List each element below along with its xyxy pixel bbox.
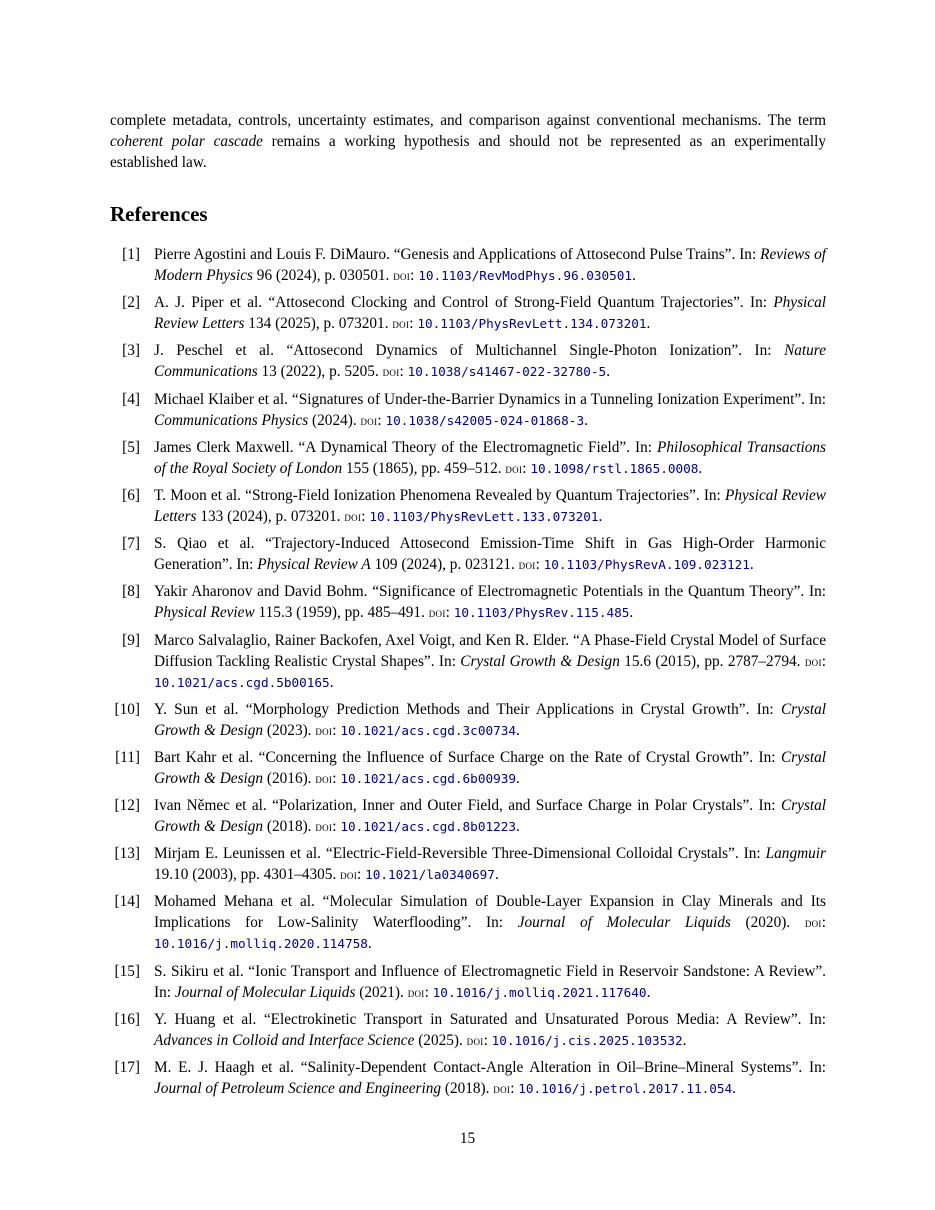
reference-details: (2018). [263,818,316,836]
reference-item: [7] S. Qiao et al. “Trajectory-Induced Attosecond Emission-Time Shift in Gas High-Order Harmonic Generation”. In: Physical Review A 109 (2024), p. 023121. doi: 10.1103/PhysRevA.109.023121. [110,533,826,575]
reference-journal: Physical Review [154,604,255,622]
doi-label: doi [392,316,410,332]
reference-item: [3] J. Peschel et al. “Attosecond Dynamics of Multichannel Single-Photon Ionization”. In: Nature Communications 13 (2022), p. 5205. doi: 10.1038/s41467-022-32780-5. [110,340,826,382]
doi-label: doi [360,412,378,428]
reference-text: Mohamed Mehana et al. “Molecular Simulation of Double-Layer Expansion in Clay Minerals and Its Implications for Low-Salinity Waterflooding”. In: [154,893,826,932]
reference-text: Marco Salvalaglio, Rainer Backofen, Axel Voigt, and Ken R. Elder. “A Phase-Field Crystal Model of Surface Diffusion Tackling Realistic Crystal Shapes”. In: [154,631,826,670]
reference-item: [6] T. Moon et al. “Strong-Field Ionization Phenomena Revealed by Quantum Trajectories”. In: Physical Review Letters 133 (2024), p. 073201. doi: 10.1103/PhysRevLett.133.073201. [110,485,826,527]
reference-details: (2018). [441,1080,494,1097]
reference-details: 133 (2024), p. 073201. [196,507,345,525]
reference-item: [5] James Clerk Maxwell. “A Dynamical Theory of the Electromagnetic Field”. In: Philosophical Transactions of the Royal Society of London 155 (1865), pp. 459–512. doi: 10.1098/rstl.1865.0008. [110,437,826,479]
doi-label: doi [407,984,425,1000]
doi-link[interactable]: 10.1103/RevModPhys.96.030501 [418,268,633,283]
reference-item: [13] Mirjam E. Leunissen et al. “Electric-Field-Reversible Three-Dimensional Colloidal Crystals”. In: Langmuir 19.10 (2003), pp. 4301–4305. doi: 10.1021/la0340697. [110,843,826,885]
doi-label: doi [315,819,333,835]
reference-number: [2] [122,294,140,312]
intro-emphasis: coherent polar cascade [110,133,263,150]
reference-text: Y. Huang et al. “Electrokinetic Transport in Saturated and Unsaturated Porous Media: A Review”. In: [154,1010,826,1028]
reference-item: [14] Mohamed Mehana et al. “Molecular Simulation of Double-Layer Expansion in Clay Minerals and Its Implications for Low-Salinity Waterflooding”. In: Journal of Molecular Liquids (2020). doi: 10.1016/j.molliq.2020.114758. [110,891,826,954]
reference-details: 13 (2022), p. 5205. [257,363,383,381]
reference-text: Michael Klaiber et al. “Signatures of Under-the-Barrier Dynamics in a Tunneling Ionization Experiment”. In: [154,390,826,408]
reference-list [110,244,826,1105]
reference-item: [16] Y. Huang et al. “Electrokinetic Transport in Saturated and Unsaturated Porous Media: A Review”. In: Advances in Colloid and Interface Science (2025). doi: 10.1016/j.cis.2025.103532. [110,1009,826,1051]
reference-journal: Reviews of Modern Physics [154,246,827,284]
reference-journal: Physical Review A [257,556,371,574]
doi-link[interactable]: 10.1016/j.petrol.2017.11.054 [518,1081,733,1096]
doi-link[interactable]: 10.1038/s42005-024-01868-3 [385,412,585,428]
reference-journal: Nature Communications [154,342,826,381]
references-heading: References [110,202,208,226]
reference-item: [2] A. J. Piper et al. “Attosecond Clocking and Control of Strong-Field Quantum Trajectories”. In: Physical Review Letters 134 (2025), p. 073201. doi: 10.1103/PhysRevLett.134.073201. [110,292,826,334]
reference-details: (2021). [355,983,408,1001]
reference-number: [10] [114,700,140,718]
reference-item: [9] Marco Salvalaglio, Rainer Backofen, Axel Voigt, and Ken R. Elder. “A Phase-Field Crystal Model of Surface Diffusion Tackling Realistic Crystal Shapes”. In: Crystal Growth & Design 15.6 (2015), pp. 2787–2794. doi: 10.1021/acs.cgd.5b00165. [110,630,826,693]
doi-link[interactable]: 10.1016/j.cis.2025.103532 [491,1032,683,1048]
reference-journal: Journal of Petroleum Science and Engineering [154,1080,442,1097]
reference-text: Mirjam E. Leunissen et al. “Electric-Field-Reversible Three-Dimensional Colloidal Crystals”. In: [154,845,766,863]
reference-item: [15] S. Sikiru et al. “Ionic Transport and Influence of Electromagnetic Field in Reservoir Sandstone: A Review”. In: Journal of Molecular Liquids (2021). doi: 10.1016/j.molliq.2021.117640. [110,961,826,1003]
doi-link[interactable]: 10.1016/j.molliq.2021.117640 [432,984,647,1000]
doi-link[interactable]: 10.1103/PhysRevLett.133.073201 [369,508,599,524]
reference-details: 115.3 (1959), pp. 485–491. [254,604,429,622]
reference-text: J. Peschel et al. “Attosecond Dynamics of Multichannel Single-Photon Ionization”. In: [154,342,785,360]
reference-journal: Physical Review Letters [154,486,826,525]
reference-details: 19.10 (2003), pp. 4301–4305. [154,866,341,884]
reference-number: [15] [114,962,140,980]
doi-label: doi [505,460,523,476]
reference-item: [4] Michael Klaiber et al. “Signatures of Under-the-Barrier Dynamics in a Tunneling Ionization Experiment”. In: Communications Physics (2024). doi: 10.1038/s42005-024-01868-3. [110,389,826,431]
reference-details: 134 (2025), p. 073201. [244,315,393,333]
doi-label: doi [428,605,446,621]
doi-link[interactable]: 10.1103/PhysRevLett.134.073201 [417,316,647,332]
reference-journal: Philosophical Transactions of the Royal Society of London [154,438,826,477]
doi-label: doi [315,722,333,738]
intro-text-1: complete metadata, controls, uncertainty estimates, and comparison against conventional mechanisms. The term [110,112,826,129]
reference-number: [13] [114,845,140,863]
reference-details: (2025). [414,1031,467,1049]
reference-journal: Crystal Growth & Design [460,652,620,670]
reference-item: [8] Yakir Aharonov and David Bohm. “Significance of Electromagnetic Potentials in the Quantum Theory”. In: Physical Review 115.3 (1959), pp. 485–491. doi: 10.1103/PhysRev.115.485. [110,581,826,623]
reference-number: [14] [114,893,140,911]
reference-text: Bart Kahr et al. “Concerning the Influence of Surface Charge on the Rate of Crystal Growth”. In: [154,748,781,766]
doi-label: doi [344,508,362,524]
doi-label: doi [804,653,822,669]
reference-text: Ivan Němec et al. “Polarization, Inner and Outer Field, and Surface Charge in Polar Crystals”. In: [154,797,781,815]
page-body [110,110,827,1097]
reference-details: 96 (2024), p. 030501. [252,267,394,284]
doi-label: doi [315,770,333,786]
reference-text: Pierre Agostini and Louis F. DiMauro. “Genesis and Applications of Attosecond Pulse Trains”. In: [154,246,761,263]
reference-details: (2024). [308,411,361,429]
reference-journal: Advances in Colloid and Interface Science [154,1031,415,1049]
reference-journal: Crystal Growth & Design [154,700,826,739]
reference-number: [16] [114,1010,140,1028]
doi-link[interactable]: 10.1021/acs.cgd.8b01223 [340,819,517,835]
reference-number: [6] [122,486,140,504]
reference-item: [1] Pierre Agostini and Louis F. DiMauro. “Genesis and Applications of Attosecond Pulse Trains”. In: Reviews of Modern Physics 96 (2024), p. 030501. doi: 10.1103/RevModPhys.96.030501. [110,244,826,286]
doi-link[interactable]: 10.1103/PhysRev.115.485 [453,605,630,621]
reference-text: Yakir Aharonov and David Bohm. “Significance of Electromagnetic Potentials in the Quantum Theory”. In: [154,583,826,601]
doi-link[interactable]: 10.1103/PhysRevA.109.023121 [543,557,750,573]
doi-link[interactable]: 10.1038/s41467-022-32780-5 [407,364,607,380]
intro-paragraph [110,110,826,173]
reference-number: [8] [122,583,140,601]
reference-number: [9] [122,631,140,649]
reference-item: [12] Ivan Němec et al. “Polarization, Inner and Outer Field, and Surface Charge in Polar Crystals”. In: Crystal Growth & Design (2018). doi: 10.1021/acs.cgd.8b01223. [110,795,826,837]
doi-link[interactable]: 10.1016/j.molliq.2020.114758 [154,936,368,952]
reference-number: [12] [114,797,140,815]
doi-label: doi [466,1032,484,1048]
doi-link[interactable]: 10.1098/rstl.1865.0008 [530,460,699,476]
doi-label: doi [804,915,822,931]
reference-journal: Crystal Growth & Design [154,748,826,787]
doi-label: doi [340,867,358,883]
doi-link[interactable]: 10.1021/acs.cgd.3c00734 [340,722,517,738]
reference-text: James Clerk Maxwell. “A Dynamical Theory of the Electromagnetic Field”. In: [154,438,657,456]
reference-details: 155 (1865), pp. 459–512. [342,459,506,477]
reference-journal: Communications Physics [154,411,309,429]
reference-item: [17] M. E. J. Haagh et al. “Salinity-Dependent Contact-Angle Alteration in Oil–Brine–Mineral Systems”. In: Journal of Petroleum Science and Engineering (2018). doi: 10.1016/j.petrol.2017.11.054. [110,1057,826,1099]
reference-item: [10] Y. Sun et al. “Morphology Prediction Methods and Their Applications in Crystal Growth”. In: Crystal Growth & Design (2023). doi: 10.1021/acs.cgd.3c00734. [110,699,826,741]
doi-link[interactable]: 10.1021/la0340697 [365,867,495,883]
reference-details: 109 (2024), p. 023121. [370,556,519,574]
reference-journal: Journal of Molecular Liquids [174,983,356,1001]
doi-link[interactable]: 10.1021/acs.cgd.6b00939 [340,770,517,786]
doi-label: doi [393,268,411,283]
reference-number: [1] [122,246,140,263]
reference-number: [11] [115,748,140,766]
reference-text: T. Moon et al. “Strong-Field Ionization Phenomena Revealed by Quantum Trajectories”. In: [154,486,725,504]
page-number: 15 [459,1130,476,1147]
doi-label: doi [382,364,400,380]
reference-details: (2016). [263,769,316,787]
reference-text: S. Qiao et al. “Trajectory-Induced Attosecond Emission-Time Shift in Gas High-Order Harmonic Generation”. In: [154,535,826,574]
intro-text-2: remains a working hypothesis and should not be represented as an experimentally established law. [110,133,827,171]
reference-number: [5] [122,438,140,456]
reference-text: S. Sikiru et al. “Ionic Transport and Influence of Electromagnetic Field in Reservoir Sandstone: A Review”. In: [154,962,826,1001]
reference-item: [11] Bart Kahr et al. “Concerning the Influence of Surface Charge on the Rate of Crystal Growth”. In: Crystal Growth & Design (2016). doi: 10.1021/acs.cgd.6b00939. [110,747,826,789]
reference-journal: Physical Review Letters [154,294,826,333]
reference-number: [4] [122,390,140,408]
reference-text: Y. Sun et al. “Morphology Prediction Methods and Their Applications in Crystal Growth”. In: [154,700,781,718]
reference-journal: Journal of Molecular Liquids [517,914,731,932]
reference-journal: Langmuir [765,845,826,863]
reference-details: 15.6 (2015), pp. 2787–2794. [619,652,805,670]
doi-label: doi [493,1081,511,1096]
doi-link[interactable]: 10.1021/acs.cgd.5b00165 [154,674,330,690]
reference-number: [7] [122,535,140,553]
doi-label: doi [518,557,536,573]
reference-journal: Crystal Growth & Design [154,797,826,836]
reference-text: M. E. J. Haagh et al. “Salinity-Dependent Contact-Angle Alteration in Oil–Brine–Mineral Systems”. In: [154,1059,826,1076]
reference-details: (2023). [263,721,316,739]
reference-details: (2020). [730,914,805,932]
reference-number: [3] [122,342,140,360]
reference-number: [17] [114,1059,140,1076]
reference-text: A. J. Piper et al. “Attosecond Clocking and Control of Strong-Field Quantum Trajectories”. In: [154,294,774,312]
